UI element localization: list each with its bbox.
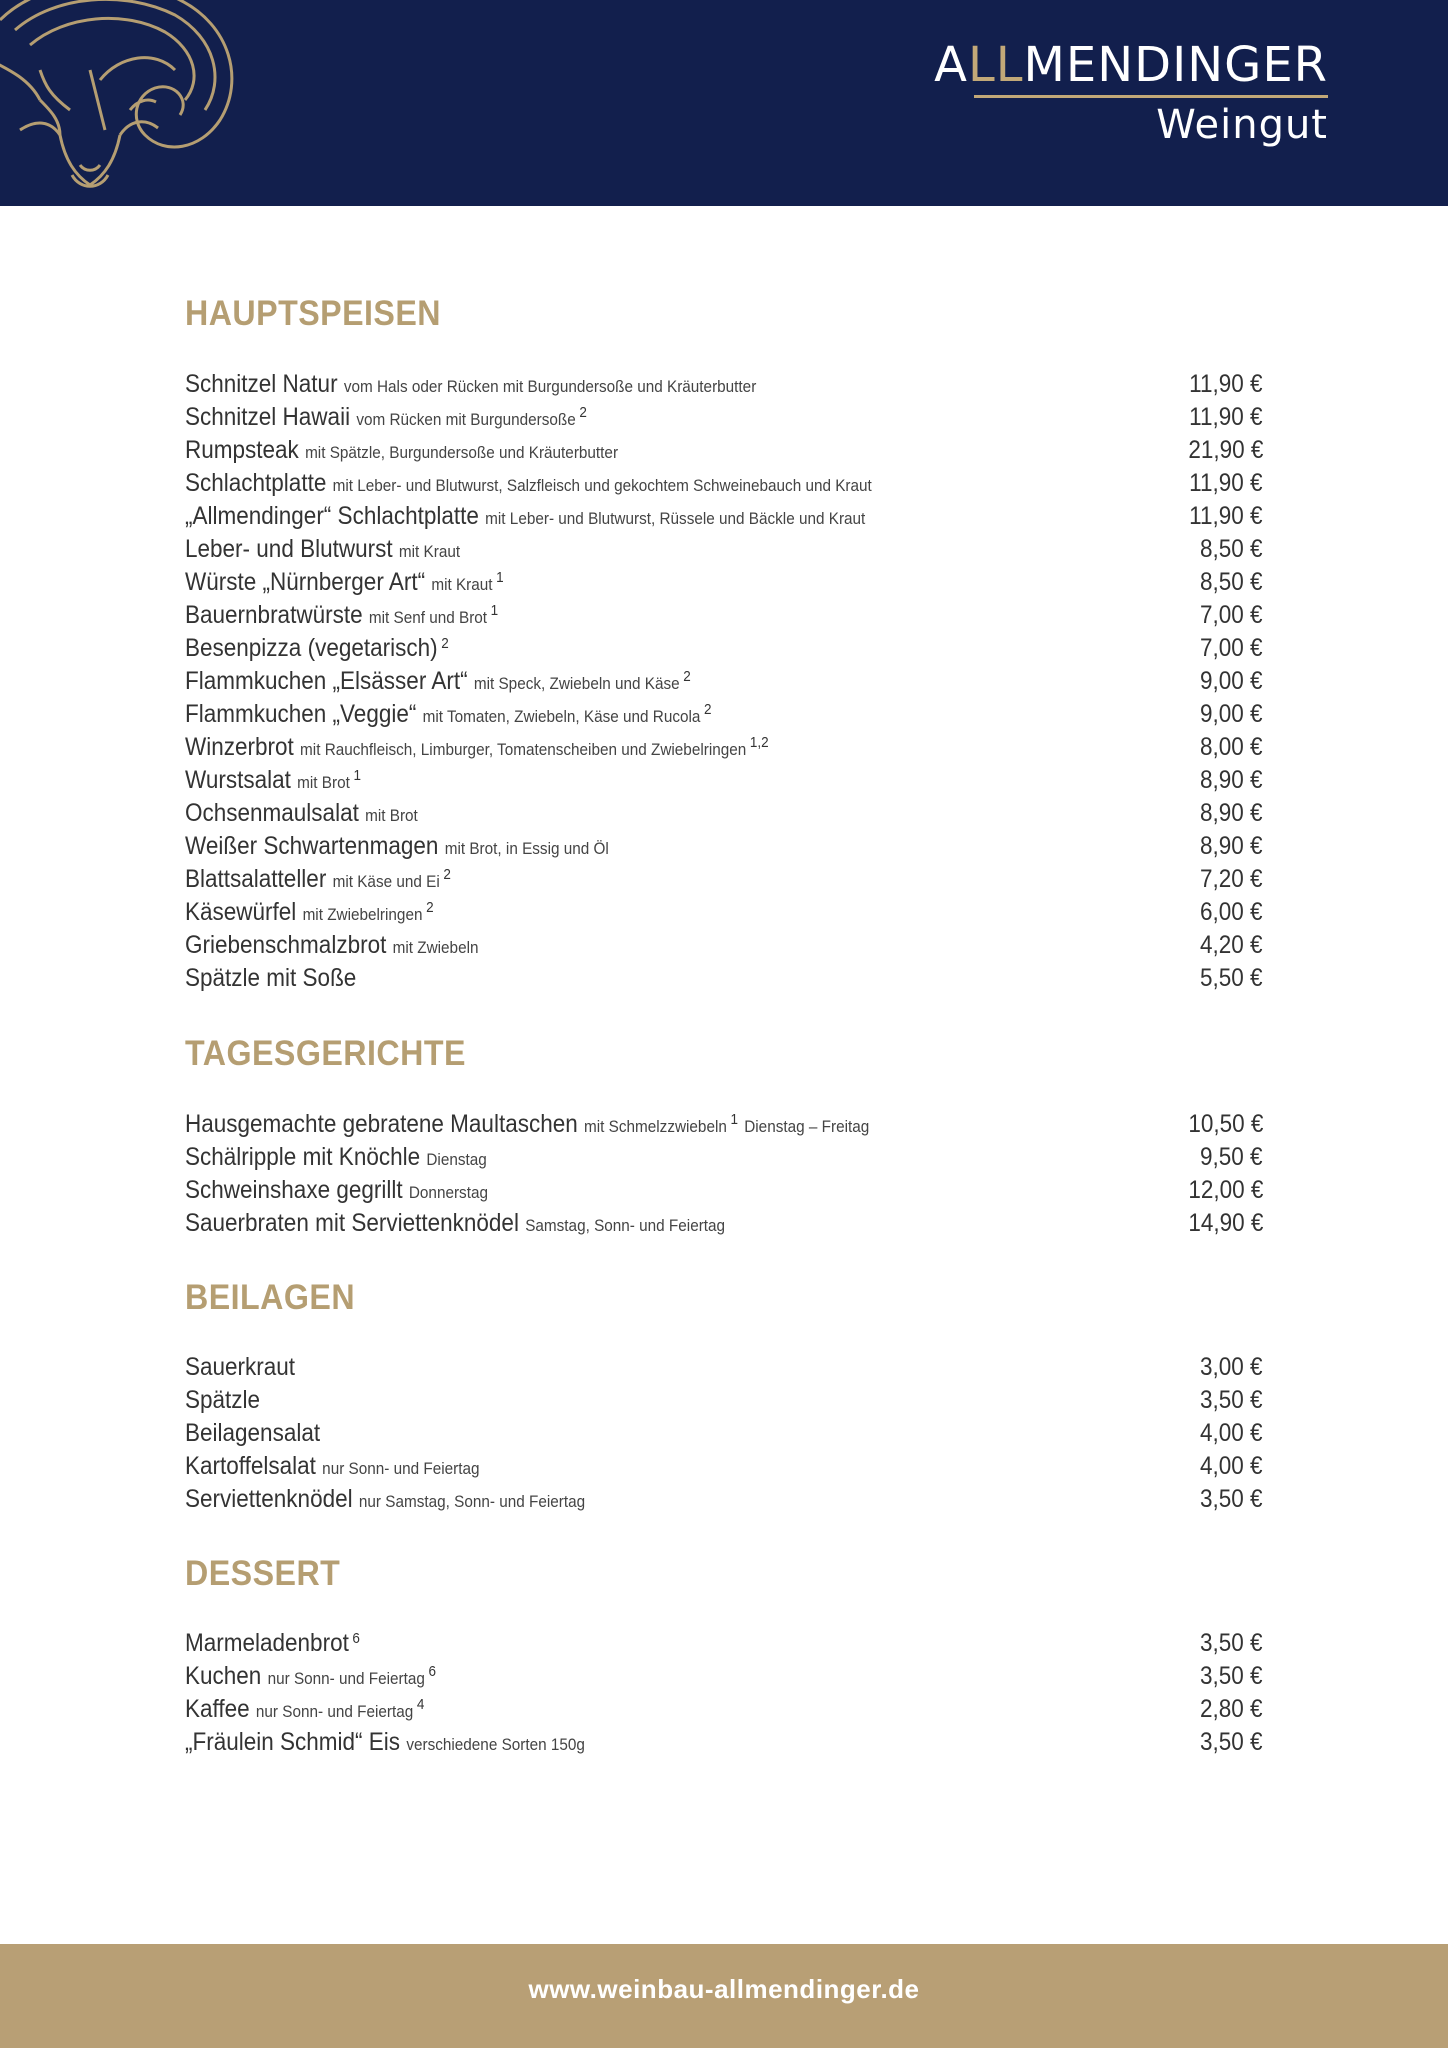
menu-item-name: Schnitzel Hawaii [185,403,351,431]
menu-item-price: 3,50 € [1200,1485,1263,1513]
menu-item-price: 8,50 € [1200,535,1263,563]
menu-item [185,1485,1263,1518]
menu-item-name: Schälripple mit Knöchle [185,1143,421,1171]
menu-item [185,667,1263,700]
menu-item-description: mit Rauchfleisch, Limburger, Tomatenscheiben und Zwiebelringen [300,740,747,759]
menu-item-name: Würste „Nürnberger Art“ [185,568,426,596]
allergen-note: 2 [441,635,449,652]
menu-item-name: „Allmendinger“ Schlachtplatte [185,502,479,530]
menu-item [185,832,1263,865]
section-title: HAUPTSPEISEN [185,294,442,333]
menu-item [185,1110,1263,1143]
menu-item-name: Ochsenmaulsalat [185,799,359,827]
menu-item-price: 11,90 € [1189,403,1263,431]
allergen-note: 1 [496,569,504,586]
menu-item-name: Flammkuchen „Elsässer Art“ [185,667,468,695]
menu-item [185,865,1263,898]
menu-item [185,1728,1263,1761]
allergen-note: 1 [730,1111,738,1128]
menu-item-description: vom Hals oder Rücken mit Burgundersoße und Kräuterbutter [343,377,757,396]
menu-item-description: mit Leber- und Blutwurst, Rüssele und Bäckle und Kraut [485,509,866,528]
menu-item-description: nur Sonn- und Feiertag [255,1702,414,1721]
menu-item-description: mit Käse und Ei [332,872,440,891]
menu-item-name: Weißer Schwartenmagen [185,832,439,860]
menu-item-price: 3,50 € [1200,1629,1263,1657]
menu-item [185,931,1263,964]
brand-logo [934,36,1328,150]
menu-item-name: Kaffee [185,1695,250,1723]
menu-item-description: mit Speck, Zwiebeln und Käse [473,674,680,693]
menu-item [185,1386,1263,1419]
menu-item-description: mit Schmelzzwiebeln [584,1117,727,1136]
menu-item-name: Kuchen [185,1662,262,1690]
menu-item-name: Flammkuchen „Veggie“ [185,700,417,728]
menu-item-name: Schnitzel Natur [185,370,338,398]
menu-item [185,1209,1263,1242]
allergen-note: 6 [428,1663,437,1680]
menu-item-name: Kartoffelsalat [185,1452,316,1480]
allergen-note: 2 [683,668,691,685]
menu-item-name: Rumpsteak [185,436,299,464]
menu-item-name: Griebenschmalzbrot [185,931,387,959]
menu-item-price: 4,20 € [1200,931,1263,959]
menu-item-description: mit Leber- und Blutwurst, Salzfleisch und gekochtem Schweinebauch und Kraut [332,476,872,495]
menu-item [185,469,1263,502]
menu-item-name: Spätzle mit Soße [185,964,357,992]
menu-item-description: Dienstag [426,1150,487,1169]
allergen-note: 2 [426,899,434,916]
brand-name-rest: MENDINGER [1023,37,1328,93]
menu-item-description: mit Kraut [431,575,493,594]
menu-item [185,634,1263,667]
menu-item-description: mit Tomaten, Zwiebeln, Käse und Rucola [422,707,701,726]
menu-item [185,601,1263,634]
menu-item [185,1353,1263,1386]
footer-bar [0,1944,1448,2048]
menu-item-description: mit Zwiebeln [392,938,479,957]
menu-item-name: Beilagensalat [185,1419,321,1447]
menu-item-price: 9,00 € [1200,700,1263,728]
menu-item-price: 5,50 € [1200,964,1263,992]
allergen-note: 1,2 [749,734,769,751]
allergen-note: 1 [353,767,361,784]
brand-name [934,36,1328,98]
section-title: DESSERT [185,1554,341,1593]
menu-item [185,1143,1263,1176]
section-title: BEILAGEN [185,1278,356,1317]
menu-item-name: Wurstsalat [185,766,291,794]
menu-item [185,535,1263,568]
brand-name-ll: LL [967,37,1024,93]
menu-item-days: Dienstag – Freitag [744,1117,870,1136]
menu-item-description: nur Samstag, Sonn- und Feiertag [358,1492,586,1511]
menu-item-name: Leber- und Blutwurst [185,535,393,563]
menu-item [185,370,1263,403]
menu-item [185,1419,1263,1452]
menu-item-description: vom Rücken mit Burgundersoße [356,410,576,429]
menu-item-description: mit Senf und Brot [368,608,488,627]
menu-item-description: Donnerstag [408,1183,488,1202]
menu-item-price: 4,00 € [1200,1419,1263,1447]
menu-item-description: mit Kraut [398,542,461,561]
menu-item [185,1629,1263,1662]
menu-item-price: 6,00 € [1200,898,1263,926]
menu-item-price: 9,50 € [1200,1143,1263,1171]
menu-item-name: Blattsalatteller [185,865,327,893]
menu-item [185,766,1263,799]
menu-item-name: Bauernbratwürste [185,601,363,629]
menu-item-price: 7,20 € [1200,865,1263,893]
menu-item-name: Schlachtplatte [185,469,327,497]
menu-item [185,1695,1263,1728]
allergen-note: 1 [490,602,499,619]
menu-item [185,1662,1263,1695]
menu-item-name: Winzerbrot [185,733,294,761]
menu-item-description: mit Brot, in Essig und Öl [444,839,609,858]
menu-item-description: mit Spätzle, Burgundersoße und Kräuterbutter [305,443,619,462]
allergen-note: 2 [579,404,587,421]
menu-item-price: 11,90 € [1189,469,1263,497]
menu-item-description: Samstag, Sonn- und Feiertag [525,1216,726,1235]
menu-item [185,700,1263,733]
menu-item-name: Sauerbraten mit Serviettenknödel [185,1209,519,1237]
allergen-note: 6 [352,1630,360,1647]
header-banner [0,0,1448,206]
menu-item-price: 8,90 € [1200,832,1263,860]
menu-item [185,436,1263,469]
menu-item-description: nur Sonn- und Feiertag [322,1459,480,1478]
menu-item [185,799,1263,832]
menu-item-name: Serviettenknödel [185,1485,353,1513]
menu-item-price: 11,90 € [1189,370,1263,398]
allergen-note: 4 [416,1696,425,1713]
menu-item-price: 3,00 € [1200,1353,1263,1381]
footer-website-link[interactable]: www.weinbau-allmendinger.de [528,1974,920,2004]
brand-name-a: A [934,37,968,93]
menu-item-description: mit Brot [365,806,418,825]
menu-item-description: mit Brot [297,773,350,792]
menu-item-price: 4,00 € [1200,1452,1263,1480]
menu-item-price: 8,00 € [1200,733,1263,761]
menu-item-price: 9,00 € [1200,667,1263,695]
menu-item-name: Hausgemachte gebratene Maultaschen [185,1110,578,1138]
menu-item-name: Spätzle [185,1386,261,1414]
menu-item [185,403,1263,436]
menu-item-name: Besenpizza (vegetarisch) [185,634,438,662]
menu-item-price: 21,90 € [1187,436,1263,464]
section-title: TAGESGERICHTE [185,1034,466,1073]
menu-item-price: 3,50 € [1200,1728,1263,1756]
menu-item [185,568,1263,601]
menu-item [185,733,1263,766]
menu-item-description: mit Zwiebelringen [302,905,423,924]
allergen-note: 2 [443,866,451,883]
menu-item-price: 7,00 € [1200,634,1263,662]
menu-item-name: Schweinshaxe gegrillt [185,1176,403,1204]
menu-item-price: 2,80 € [1200,1695,1263,1723]
brand-subtitle: Weingut [1156,102,1328,148]
menu-item-price: 3,50 € [1200,1386,1263,1414]
menu-item-description: nur Sonn- und Feiertag [267,1669,425,1688]
menu-item-name: Käsewürfel [185,898,297,926]
menu-item-price: 8,50 € [1200,568,1263,596]
menu-item-price: 14,90 € [1187,1209,1263,1237]
menu-item-price: 10,50 € [1187,1110,1263,1138]
menu-item-name: „Fräulein Schmid“ Eis [185,1728,401,1756]
menu-item [185,1176,1263,1209]
menu-item [185,502,1263,535]
menu-item [185,1452,1263,1485]
menu-item [185,964,1263,997]
ram-head-icon [0,0,280,206]
menu-item-price: 11,90 € [1189,502,1263,530]
brand-underline [974,95,1328,98]
menu-item-name: Sauerkraut [185,1353,296,1381]
menu-item-price: 12,00 € [1187,1176,1263,1204]
menu-item-price: 7,00 € [1200,601,1263,629]
menu-item-price: 8,90 € [1200,799,1263,827]
menu-item-description: verschiedene Sorten 150g [406,1735,585,1754]
menu-item-name: Marmeladenbrot [185,1629,349,1657]
allergen-note: 2 [704,701,712,718]
menu-item-price: 8,90 € [1200,766,1263,794]
menu-item-price: 3,50 € [1200,1662,1263,1690]
menu-item [185,898,1263,931]
